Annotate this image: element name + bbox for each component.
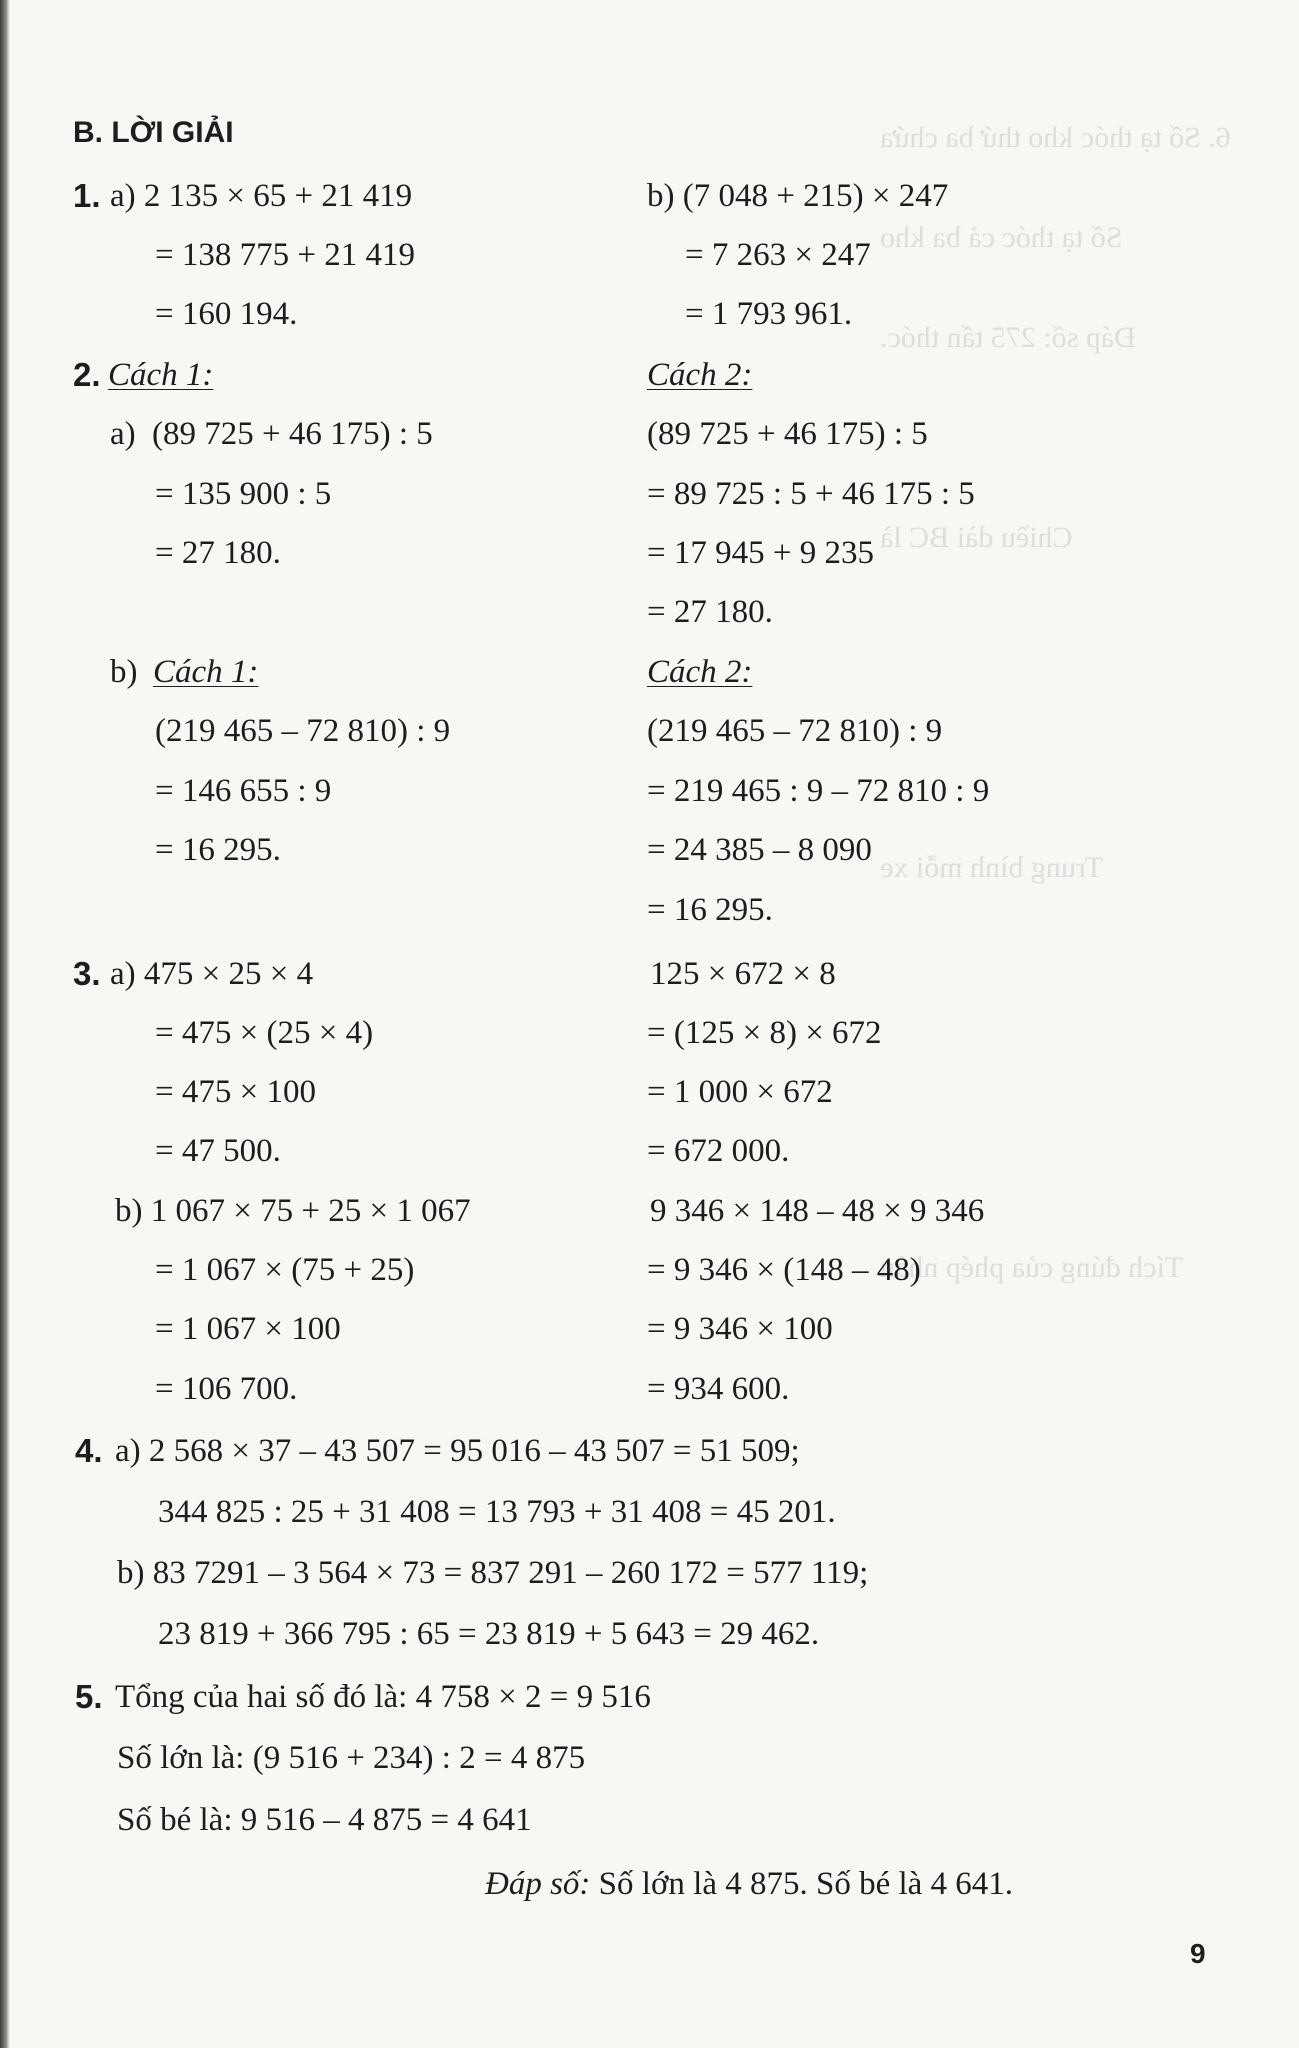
p1-b-line: = 1 793 961.	[685, 296, 853, 332]
method-1-label: Cách 1:	[108, 357, 214, 393]
p1-b-line: b) (7 048 + 215) × 247	[647, 178, 949, 214]
p1-b-line: = 7 263 × 247	[685, 237, 871, 273]
p3-b1-line: = 1 067 × (75 + 25)	[155, 1252, 415, 1288]
answer-label: Đáp số:	[485, 1866, 591, 1902]
p3-b1-line: = 1 067 × 100	[155, 1311, 341, 1347]
p2-b2-line: = 219 465 : 9 – 72 810 : 9	[647, 773, 990, 809]
p2-b-prefix: b)	[110, 654, 138, 690]
p3-b1-line: = 106 700.	[155, 1371, 298, 1407]
problem-2-number: 2.	[73, 356, 101, 393]
p2-a2-line: = 17 945 + 9 235	[647, 535, 874, 571]
p3-a2-line: 125 × 672 × 8	[650, 956, 836, 992]
p3-b2-line: = 9 346 × 100	[647, 1311, 833, 1347]
p2-b2-line: = 16 295.	[647, 892, 773, 928]
p3-b2-line: 9 346 × 148 – 48 × 9 346	[650, 1193, 985, 1229]
p4-line: a) 2 568 × 37 – 43 507 = 95 016 – 43 507 = 51 509;	[115, 1433, 800, 1469]
p4-line: b) 83 7291 – 3 564 × 73 = 837 291 – 260 172 = 577 119;	[117, 1555, 869, 1591]
p2-a1-line: = 27 180.	[155, 535, 281, 571]
p2-a2-line: = 89 725 : 5 + 46 175 : 5	[647, 476, 975, 512]
p2-b2-line: = 24 385 – 8 090	[647, 832, 872, 868]
p1-a-line: = 138 775 + 21 419	[155, 237, 415, 273]
method-2-label: Cách 2:	[647, 357, 753, 393]
p2-a2-line: (89 725 + 46 175) : 5	[647, 416, 928, 452]
method-1-label: Cách 1:	[153, 654, 259, 690]
final-answer	[485, 1864, 1013, 1904]
method-2-label: Cách 2:	[647, 654, 753, 690]
p1-a-line: a) 2 135 × 65 + 21 419	[110, 178, 413, 214]
p2-b1-line: = 146 655 : 9	[155, 773, 332, 809]
p5-line: Số bé là: 9 516 – 4 875 = 4 641	[117, 1802, 532, 1838]
p2-a1-line: = 135 900 : 5	[155, 476, 332, 512]
p2-b2-line: (219 465 – 72 810) : 9	[647, 713, 943, 749]
p3-a1-line: = 475 × (25 × 4)	[155, 1015, 374, 1051]
p3-a2-line: = 1 000 × 672	[647, 1074, 833, 1110]
p2-a-prefix: a)	[110, 416, 136, 452]
p4-line: 344 825 : 25 + 31 408 = 13 793 + 31 408 = 45 201.	[158, 1494, 836, 1530]
p3-b1-line: b) 1 067 × 75 + 25 × 1 067	[115, 1193, 471, 1229]
problem-4-number: 4.	[75, 1432, 103, 1469]
p3-b2-line: = 9 346 × (148 – 48)	[647, 1252, 921, 1288]
p4-line: 23 819 + 366 795 : 65 = 23 819 + 5 643 = 29 462.	[158, 1616, 820, 1652]
page-binding-edge	[0, 0, 10, 2048]
p5-line: Số lớn là: (9 516 + 234) : 2 = 4 875	[117, 1740, 586, 1776]
problem-5-number: 5.	[75, 1678, 103, 1715]
p2-a1-line: (89 725 + 46 175) : 5	[152, 416, 433, 452]
p3-a2-line: = (125 × 8) × 672	[647, 1015, 882, 1051]
problem-3-number: 3.	[73, 955, 101, 992]
p3-a1-line: = 475 × 100	[155, 1074, 316, 1110]
p3-a1-line: a) 475 × 25 × 4	[110, 956, 314, 992]
p2-a2-line: = 27 180.	[647, 594, 773, 630]
page-number: 9	[1190, 1938, 1206, 1969]
problem-1-number: 1.	[73, 177, 101, 214]
p3-a2-line: = 672 000.	[647, 1133, 790, 1169]
p3-a1-line: = 47 500.	[155, 1133, 281, 1169]
p1-a-line: = 160 194.	[155, 296, 298, 332]
section-title: B. LỜI GIẢI	[73, 116, 234, 149]
p2-b1-line: = 16 295.	[155, 832, 281, 868]
answer-text: Số lớn là 4 875. Số bé là 4 641.	[598, 1866, 1014, 1902]
p2-b1-line: (219 465 – 72 810) : 9	[155, 713, 451, 749]
p5-line: Tổng của hai số đó là: 4 758 × 2 = 9 516	[115, 1679, 651, 1715]
p3-b2-line: = 934 600.	[647, 1371, 790, 1407]
